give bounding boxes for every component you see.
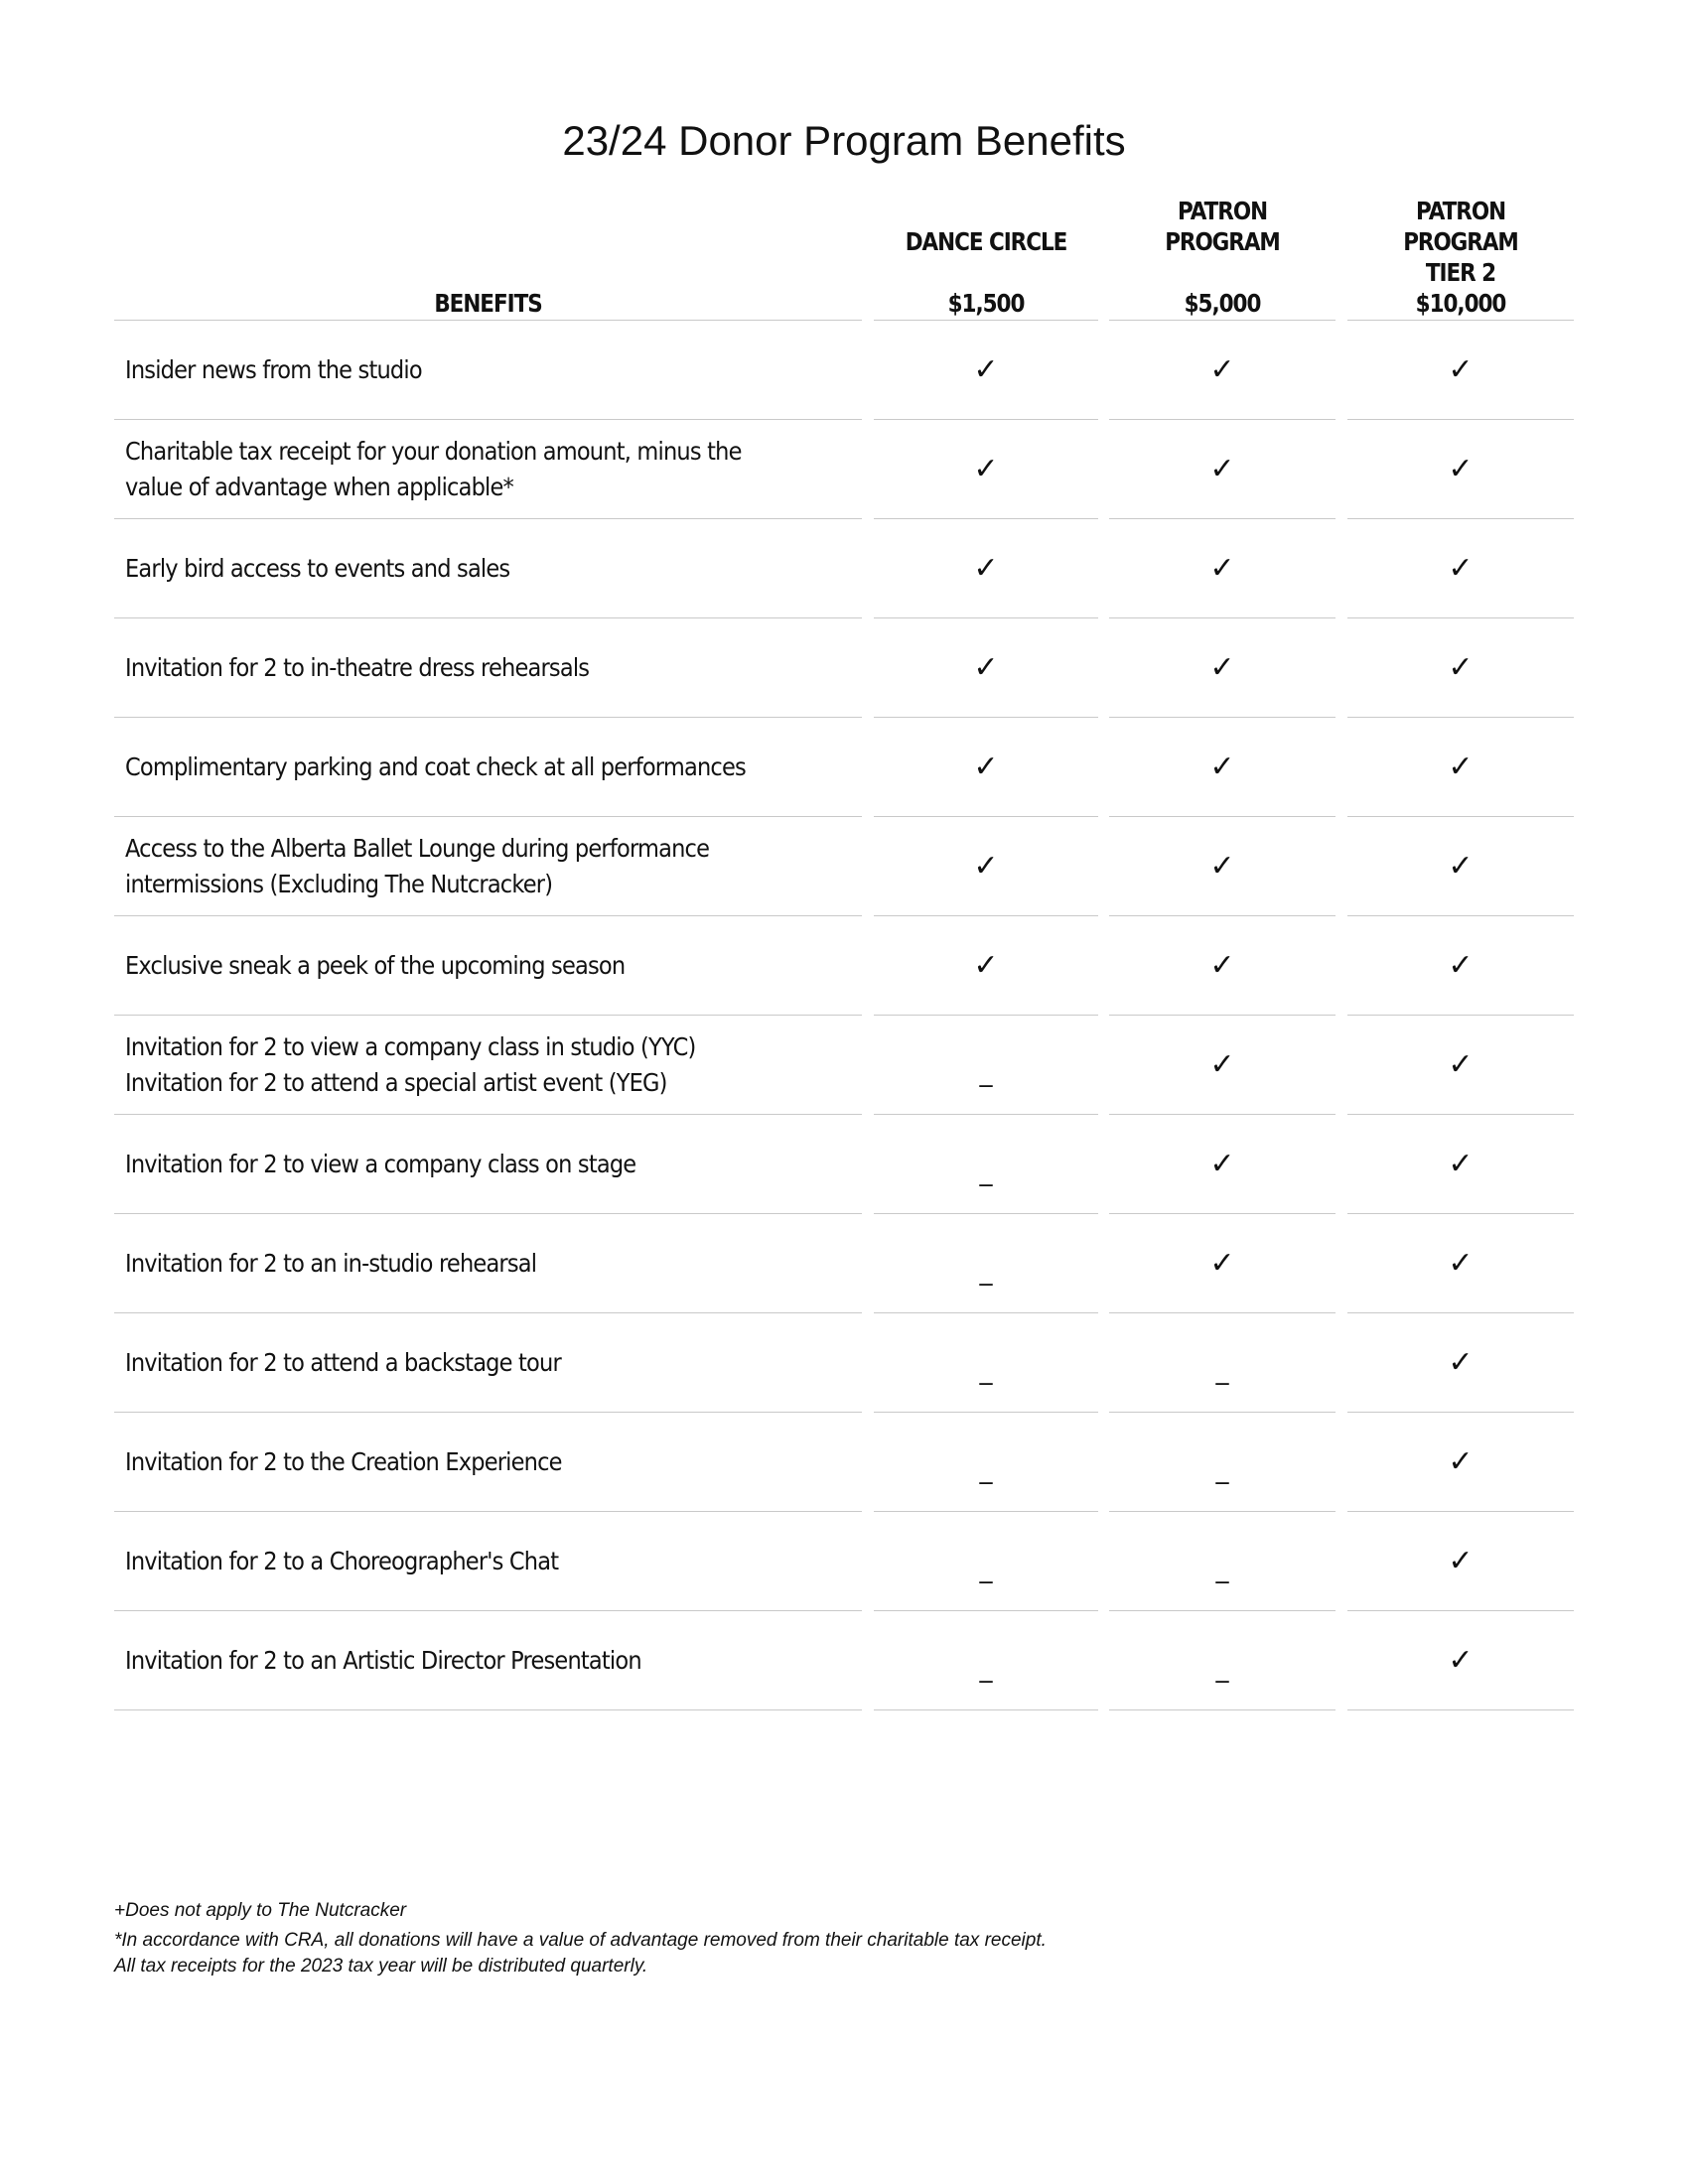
dash-icon: _ — [1215, 1454, 1229, 1485]
row-divider — [1109, 1709, 1336, 1710]
tier-header-3 — [1363, 189, 1558, 321]
benefits-header — [167, 189, 810, 321]
row-divider — [1347, 1709, 1574, 1710]
dash-icon: _ — [1215, 1554, 1229, 1584]
benefit-line: Early bird access to events and sales — [125, 553, 510, 583]
benefit-label — [125, 1214, 804, 1312]
dash-icon: _ — [1215, 1355, 1229, 1386]
benefit-label — [125, 718, 804, 816]
benefit-label — [125, 420, 804, 518]
footnote: *In accordance with CRA, all donations will have a value of advantage removed from their charitable tax receipt. — [114, 1930, 1047, 1951]
header-line: DANCE CIRCLE — [905, 227, 1067, 256]
check-icon: ✓ — [1448, 1246, 1474, 1281]
check-icon: ✓ — [1448, 352, 1474, 387]
check-icon: ✓ — [973, 948, 999, 983]
benefit-line: Invitation for 2 to a Choreographer's Chat — [125, 1546, 559, 1575]
benefit-line: Charitable tax receipt for your donation amount, minus the — [125, 436, 742, 466]
tier-amount: $10,000 — [1415, 289, 1506, 318]
check-icon: ✓ — [1209, 1047, 1235, 1082]
header-line: PATRON — [1415, 197, 1506, 225]
header-line: PROGRAM — [1165, 227, 1280, 256]
check-icon: ✓ — [973, 352, 999, 387]
header-line: PATRON — [1177, 197, 1268, 225]
benefit-label — [125, 1512, 804, 1610]
benefit-line: Invitation for 2 to an in-studio rehearsal — [125, 1248, 537, 1278]
dash-icon: _ — [979, 1454, 993, 1485]
benefit-label — [125, 817, 804, 915]
benefit-line: Invitation for 2 to an Artistic Director Presentation — [125, 1645, 641, 1675]
tier-amount: $1,500 — [947, 289, 1025, 318]
check-icon: ✓ — [1209, 948, 1235, 983]
benefit-line: Complimentary parking and coat check at all performances — [125, 751, 746, 781]
benefit-line: Invitation for 2 to the Creation Experience — [125, 1446, 562, 1476]
check-icon: ✓ — [1448, 1345, 1474, 1380]
benefit-line: Invitation for 2 to attend a special artist event (YEG) — [125, 1067, 667, 1097]
check-icon: ✓ — [1209, 849, 1235, 884]
tier-amount: $5,000 — [1184, 289, 1261, 318]
check-icon: ✓ — [973, 849, 999, 884]
tier-header-1 — [890, 189, 1082, 321]
benefit-label — [125, 1115, 804, 1213]
benefit-label — [125, 1313, 804, 1412]
check-icon: ✓ — [973, 750, 999, 784]
check-icon: ✓ — [1448, 1047, 1474, 1082]
dash-icon: _ — [1215, 1653, 1229, 1684]
check-icon: ✓ — [973, 650, 999, 685]
check-icon: ✓ — [1209, 750, 1235, 784]
page-title: 23/24 Donor Program Benefits — [562, 117, 1126, 164]
benefit-line: Invitation for 2 to in-theatre dress rehearsals — [125, 652, 590, 682]
benefit-label — [125, 916, 804, 1015]
dash-icon: _ — [979, 1057, 993, 1088]
check-icon: ✓ — [1448, 1544, 1474, 1578]
row-divider — [874, 1709, 1098, 1710]
dash-icon: _ — [979, 1157, 993, 1187]
check-icon: ✓ — [973, 551, 999, 586]
benefit-line: Invitation for 2 to view a company class in studio (YYC) — [125, 1031, 696, 1061]
tier-header-2 — [1125, 189, 1320, 321]
benefit-line: intermissions (Excluding The Nutcracker) — [125, 869, 553, 898]
footnote: All tax receipts for the 2023 tax year will be distributed quarterly. — [114, 1956, 648, 1977]
check-icon: ✓ — [1209, 1246, 1235, 1281]
benefit-line: Invitation for 2 to attend a backstage tour — [125, 1347, 561, 1377]
check-icon: ✓ — [1448, 1444, 1474, 1479]
check-icon: ✓ — [1209, 352, 1235, 387]
check-icon: ✓ — [1209, 452, 1235, 486]
header-line: TIER 2 — [1425, 258, 1496, 287]
header-line: BENEFITS — [434, 289, 542, 318]
dash-icon: _ — [979, 1554, 993, 1584]
footnote: +Does not apply to The Nutcracker — [114, 1900, 407, 1921]
benefit-label — [125, 321, 804, 419]
benefit-label — [125, 1413, 804, 1511]
header-line: PROGRAM — [1403, 227, 1518, 256]
benefit-line: Invitation for 2 to view a company class on stage — [125, 1149, 636, 1178]
row-divider — [114, 1709, 862, 1710]
check-icon: ✓ — [1448, 849, 1474, 884]
benefit-line: Insider news from the studio — [125, 354, 422, 384]
check-icon: ✓ — [1448, 1147, 1474, 1181]
benefit-label — [125, 1611, 804, 1709]
check-icon: ✓ — [1448, 948, 1474, 983]
check-icon: ✓ — [1448, 650, 1474, 685]
dash-icon: _ — [979, 1355, 993, 1386]
check-icon: ✓ — [1448, 750, 1474, 784]
dash-icon: _ — [979, 1256, 993, 1287]
check-icon: ✓ — [1209, 650, 1235, 685]
benefit-line: value of advantage when applicable* — [125, 472, 513, 501]
benefit-label — [125, 618, 804, 717]
benefit-line: Access to the Alberta Ballet Lounge during performance — [125, 833, 710, 863]
check-icon: ✓ — [1448, 452, 1474, 486]
check-icon: ✓ — [1448, 551, 1474, 586]
check-icon: ✓ — [973, 452, 999, 486]
dash-icon: _ — [979, 1653, 993, 1684]
benefit-line: Exclusive sneak a peek of the upcoming season — [125, 950, 626, 980]
check-icon: ✓ — [1209, 1147, 1235, 1181]
check-icon: ✓ — [1448, 1643, 1474, 1678]
check-icon: ✓ — [1209, 551, 1235, 586]
benefit-label — [125, 519, 804, 617]
benefit-label — [125, 1016, 804, 1114]
